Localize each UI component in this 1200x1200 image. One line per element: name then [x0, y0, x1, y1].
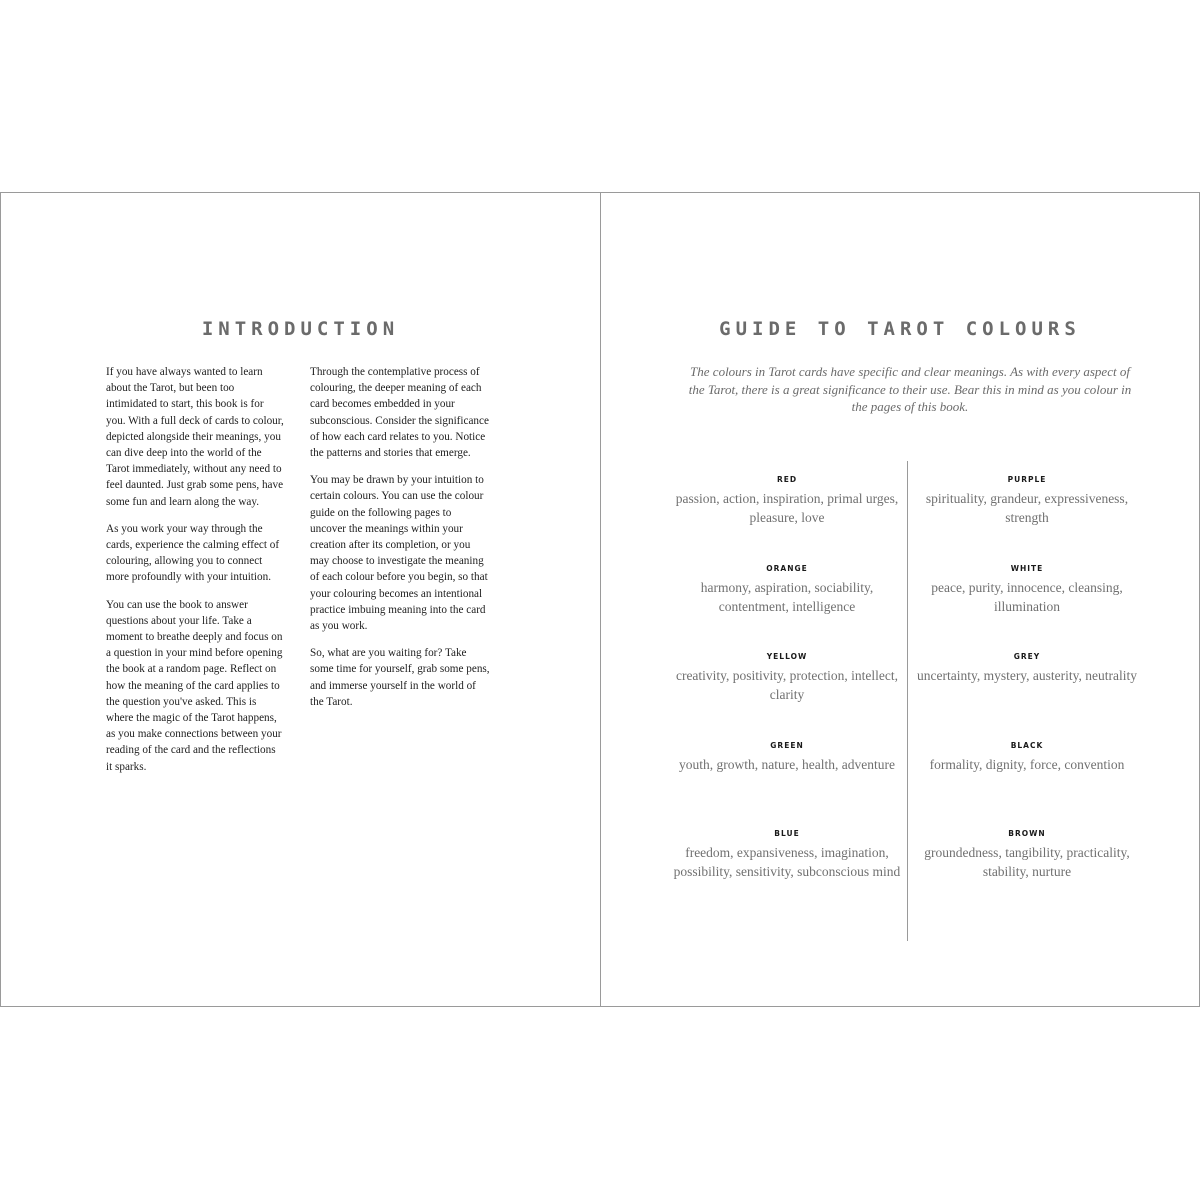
colour-entry-green — [667, 741, 907, 774]
intro-column-2 — [310, 364, 490, 721]
colour-meaning: groundedness, tangibility, practicality, stability, nurture — [924, 845, 1130, 879]
colour-name: BROWN — [1008, 829, 1046, 838]
paragraph: If you have always wanted to learn about the Tarot, but been too intimidated to start, this book is for you. With a full deck of cards to colour, depicted alongside their meanings, you can dive deep into the world of the Tarot immediately, without any need to feel daunted. Just grab some pens, have some fun and learn along the way. — [106, 366, 284, 508]
book-spread — [0, 192, 1200, 1007]
colour-name: PURPLE — [1007, 475, 1047, 484]
paragraph: You may be drawn by your intuition to certain colours. You can use the colour guide on the following pages to uncover the meanings within your creation after its completion, or you may choose to investigate the meaning of each colour before you begin, so that your colouring becomes an intentional practice imbuing meaning into the card as you work. — [310, 474, 488, 633]
colour-entry-brown — [907, 829, 1147, 881]
colour-meaning: creativity, positivity, protection, intellect, clarity — [675, 668, 899, 702]
colour-name: WHITE — [1010, 564, 1044, 573]
colour-meaning: harmony, aspiration, sociability, contentment, intelligence — [700, 580, 874, 614]
right-page — [601, 193, 1199, 1006]
colour-name: RED — [776, 475, 798, 484]
colour-name: BLUE — [774, 829, 800, 838]
colour-name: BLACK — [1010, 741, 1044, 750]
colour-meaning: formality, dignity, force, convention — [929, 757, 1125, 772]
paragraph: Through the contemplative process of colouring, the deeper meaning of each card becomes embedded in your subconscious. Consider the significance of how each card relates to you. Notice the patterns and stories that emerge. — [310, 366, 489, 460]
colour-entry-blue — [667, 829, 907, 881]
colour-entry-grey — [907, 652, 1147, 685]
colour-name: GREY — [1013, 652, 1041, 661]
paragraph: So, what are you waiting for? Take some time for yourself, grab some pens, and immerse yourself in the world of the Tarot. — [310, 647, 490, 708]
colour-entry-black — [907, 741, 1147, 774]
colour-entry-purple — [907, 475, 1147, 527]
colour-meaning: youth, growth, nature, health, adventure — [679, 757, 895, 772]
colour-name: GREEN — [770, 741, 804, 750]
colour-name: ORANGE — [766, 564, 808, 573]
paragraph: You can use the book to answer questions about your life. Take a moment to breathe deeply and focus on a question in your mind before opening the book at a random page. Reflect on how the meaning of the card applies to the question you've asked. This is where the magic of the Tarot happens, as you make connections between your reading of the card and the reflections it sparks. — [106, 598, 283, 773]
intro-column-1 — [106, 364, 284, 786]
colour-meaning: freedom, expansiveness, imagination, possibility, sensitivity, subconscious mind — [673, 845, 901, 879]
colour-meaning: spirituality, grandeur, expressiveness, strength — [925, 491, 1129, 525]
colour-guide-intro: The colours in Tarot cards have specific and clear meanings. As with every aspect of the Tarot, there is a great significance to their use. Bear this in mind as you colour in the pages of this book. — [688, 364, 1132, 414]
left-page — [1, 193, 601, 1006]
colour-name: YELLOW — [766, 652, 808, 661]
colour-meaning: peace, purity, innocence, cleansing, illumination — [931, 580, 1123, 614]
colour-meaning: uncertainty, mystery, austerity, neutrality — [916, 668, 1138, 683]
colour-meaning: passion, action, inspiration, primal urges, pleasure, love — [675, 491, 899, 525]
colour-entry-yellow — [667, 652, 907, 704]
colour-entry-red — [667, 475, 907, 527]
introduction-heading: INTRODUCTION — [201, 318, 400, 340]
colour-entry-orange — [667, 564, 907, 616]
paragraph: As you work your way through the cards, experience the calming effect of colouring, allowing you to connect more profoundly with your intuition. — [106, 522, 280, 584]
colour-entry-white — [907, 564, 1147, 616]
colour-guide-heading: GUIDE TO TAROT COLOURS — [719, 318, 1081, 340]
